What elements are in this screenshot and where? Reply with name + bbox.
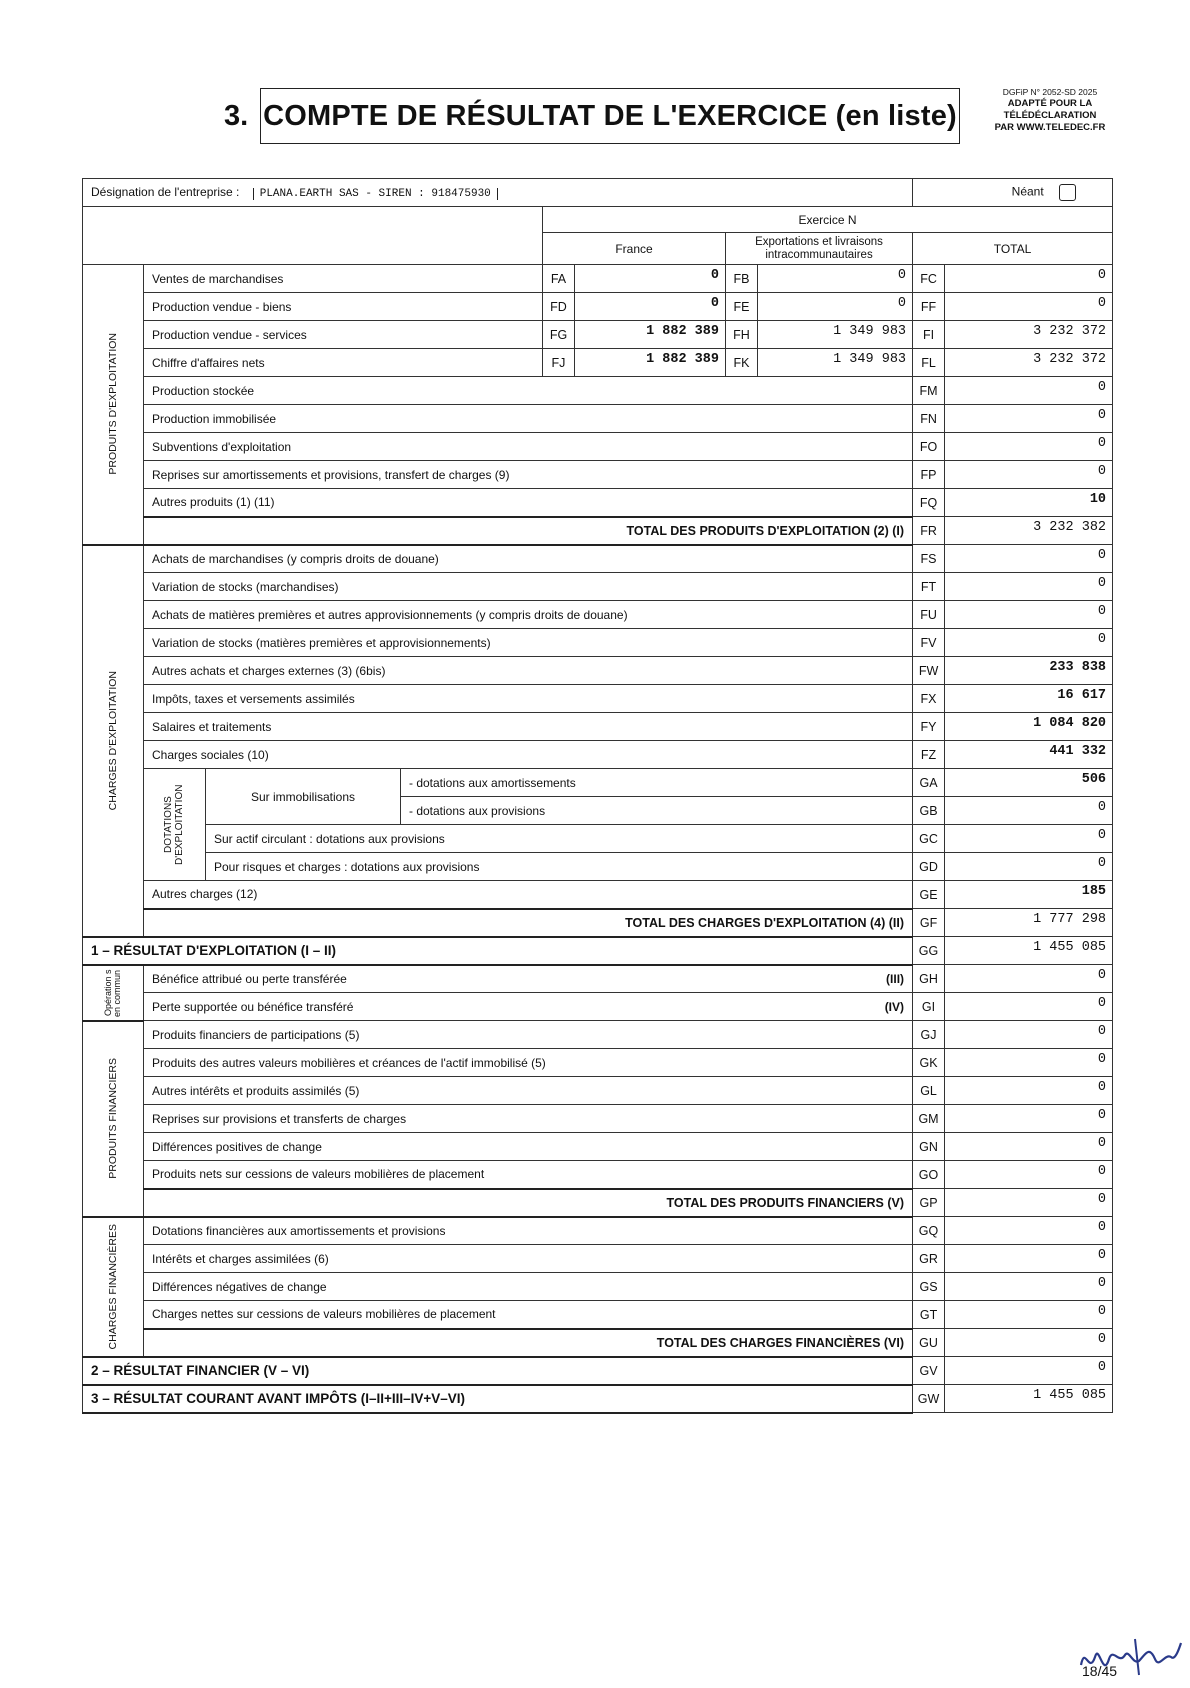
line-value[interactable]: 0 (945, 461, 1113, 489)
section-operations-commun (83, 965, 144, 1021)
table-row (83, 1161, 1113, 1189)
line-value[interactable]: 0 (945, 1105, 1113, 1133)
result-value[interactable]: 1 455 085 (945, 1385, 1113, 1413)
line-code: FS (913, 545, 945, 573)
result-label: 3 – RÉSULTAT COURANT AVANT IMPÔTS (I–II+III–IV+V–VI) (83, 1385, 913, 1413)
table-row (83, 1329, 1113, 1357)
total-value[interactable]: 3 232 372 (945, 349, 1113, 377)
total-label: TOTAL DES PRODUITS D'EXPLOITATION (2) (I) (144, 517, 913, 545)
total-label: TOTAL DES CHARGES D'EXPLOITATION (4) (II) (144, 909, 913, 937)
commun-label: Perte supportée ou bénéfice transféré (152, 999, 354, 1014)
line-value[interactable]: 10 (945, 489, 1113, 517)
total-value[interactable]: 0 (945, 1329, 1113, 1357)
table-row (83, 741, 1113, 769)
line-code: GQ (913, 1217, 945, 1245)
commun-label: Bénéfice attribué ou perte transférée (152, 971, 347, 986)
line-value[interactable]: 0 (945, 1077, 1113, 1105)
france-value[interactable]: 1 882 389 (575, 349, 726, 377)
table-row (83, 1273, 1113, 1301)
table-row (83, 769, 1113, 797)
table-row (83, 825, 1113, 853)
row-label: Production vendue - biens (144, 293, 543, 321)
adapted-line-2: TÉLÉDÉCLARATION (1003, 110, 1097, 121)
line-code: FW (913, 657, 945, 685)
table-row (83, 713, 1113, 741)
header-blank (83, 207, 543, 265)
line-value[interactable]: 0 (945, 1161, 1113, 1189)
row-label: Salaires et traitements (144, 713, 913, 741)
line-code: GR (913, 1245, 945, 1273)
line-code: FC (913, 265, 945, 293)
table-row (83, 517, 1113, 545)
table-row (83, 1385, 1113, 1413)
line-value[interactable]: 441 332 (945, 741, 1113, 769)
row-label: Intérêts et charges assimilées (6) (144, 1245, 913, 1273)
total-value[interactable]: 3 232 372 (945, 321, 1113, 349)
table-row (83, 685, 1113, 713)
line-code: GJ (913, 1021, 945, 1049)
row-label: Achats de matières premières et autres approvisionnements (y compris droits de douane) (144, 601, 913, 629)
table-row (83, 377, 1113, 405)
table-row (83, 657, 1113, 685)
table-row (83, 349, 1113, 377)
table-row (83, 1077, 1113, 1105)
total-value[interactable]: 0 (945, 265, 1113, 293)
section-label: Opération s en commun (103, 968, 122, 1017)
line-code: FF (913, 293, 945, 321)
exercise-header: Exercice N (543, 207, 1113, 233)
row-label: Variation de stocks (matières premières et approvisionnements) (144, 629, 913, 657)
line-code: FO (913, 433, 945, 461)
line-code: GB (913, 797, 945, 825)
line-code: FJ (543, 349, 575, 377)
france-value[interactable]: 1 882 389 (575, 321, 726, 349)
line-code: FX (913, 685, 945, 713)
line-code: GO (913, 1161, 945, 1189)
table-row (83, 489, 1113, 517)
neant-label: Néant (1011, 184, 1044, 199)
line-code: FU (913, 601, 945, 629)
france-value[interactable]: 0 (575, 265, 726, 293)
table-row (83, 881, 1113, 909)
line-code: GP (913, 1189, 945, 1217)
france-header: France (543, 233, 726, 265)
table-row (83, 433, 1113, 461)
row-label: Produits des autres valeurs mobilières et créances de l'actif immobilisé (5) (144, 1049, 913, 1077)
neant-checkbox[interactable] (1059, 184, 1076, 201)
line-value[interactable]: 185 (945, 881, 1113, 909)
line-code: FD (543, 293, 575, 321)
total-label: TOTAL DES CHARGES FINANCIÈRES (VI) (144, 1329, 913, 1357)
line-value[interactable]: 0 (945, 1301, 1113, 1329)
line-value[interactable]: 0 (945, 405, 1113, 433)
line-value[interactable]: 0 (945, 853, 1113, 881)
line-value[interactable]: 0 (945, 573, 1113, 601)
line-value[interactable]: 0 (945, 1273, 1113, 1301)
table-row (83, 1189, 1113, 1217)
commun-tag: (III) (886, 971, 905, 986)
row-label: Autres intérêts et produits assimilés (5) (144, 1077, 913, 1105)
row-label: Impôts, taxes et versements assimilés (144, 685, 913, 713)
export-value[interactable]: 1 349 983 (758, 321, 913, 349)
company-cell (83, 179, 913, 207)
form-reference (975, 86, 1125, 134)
row-label: Charges sociales (10) (144, 741, 913, 769)
line-code: GI (913, 993, 945, 1021)
table-row (83, 1357, 1113, 1385)
table-row (83, 265, 1113, 293)
table-row (83, 321, 1113, 349)
line-code: FV (913, 629, 945, 657)
row-label: Dotations financières aux amortissements et provisions (144, 1217, 913, 1245)
table-row (83, 1105, 1113, 1133)
section-label: CHARGES D'EXPLOITATION (107, 670, 119, 811)
neant-cell (913, 179, 1113, 207)
total-label: TOTAL DES PRODUITS FINANCIERS (V) (144, 1189, 913, 1217)
section-charges-exploitation (83, 545, 144, 937)
line-code: FZ (913, 741, 945, 769)
table-row (83, 573, 1113, 601)
line-code: FT (913, 573, 945, 601)
row-label: - dotations aux provisions (401, 797, 913, 825)
row-label: Production immobilisée (144, 405, 913, 433)
line-code: FI (913, 321, 945, 349)
table-row (83, 1301, 1113, 1329)
section-charges-financieres (83, 1217, 144, 1357)
line-value[interactable]: 0 (945, 545, 1113, 573)
line-value[interactable]: 0 (945, 1133, 1113, 1161)
section-label: PRODUITS D'EXPLOITATION (107, 333, 119, 476)
line-code: GN (913, 1133, 945, 1161)
row-label: Variation de stocks (marchandises) (144, 573, 913, 601)
line-code: GL (913, 1077, 945, 1105)
table-row (83, 965, 1113, 993)
line-code: FE (726, 293, 758, 321)
line-code: GC (913, 825, 945, 853)
table-row (83, 993, 1113, 1021)
line-value[interactable]: 0 (945, 629, 1113, 657)
line-value[interactable]: 0 (945, 1217, 1113, 1245)
line-code: GW (913, 1385, 945, 1413)
line-code: GA (913, 769, 945, 797)
line-value[interactable]: 0 (945, 1245, 1113, 1273)
section-number: 3. (224, 100, 249, 132)
line-value[interactable]: 0 (945, 965, 1113, 993)
row-label: Sur actif circulant : dotations aux provisions (206, 825, 913, 853)
line-code: FH (726, 321, 758, 349)
row-label: Production stockée (144, 377, 913, 405)
table-row (83, 909, 1113, 937)
line-code: FR (913, 517, 945, 545)
line-code: GE (913, 881, 945, 909)
line-value[interactable]: 0 (945, 1021, 1113, 1049)
total-value[interactable]: 0 (945, 1189, 1113, 1217)
row-label: Pour risques et charges : dotations aux provisions (206, 853, 913, 881)
line-code: FY (913, 713, 945, 741)
line-code: FG (543, 321, 575, 349)
company-name-field[interactable]: PLANA.EARTH SAS - SIREN : 918475930 (253, 188, 498, 200)
result-value[interactable]: 0 (945, 1357, 1113, 1385)
table-row (83, 937, 1113, 965)
export-value[interactable]: 1 349 983 (758, 349, 913, 377)
row-label: Produits nets sur cessions de valeurs mobilières de placement (144, 1161, 913, 1189)
table-row (83, 629, 1113, 657)
export-value[interactable]: 0 (758, 265, 913, 293)
result-label: 2 – RÉSULTAT FINANCIER (V – VI) (83, 1357, 913, 1385)
line-code: GS (913, 1273, 945, 1301)
line-code: GV (913, 1357, 945, 1385)
france-value[interactable]: 0 (575, 293, 726, 321)
row-label: Autres charges (12) (144, 881, 913, 909)
form-ref: DGFiP N° 2052-SD 2025 (1002, 87, 1098, 97)
row-label (144, 993, 913, 1021)
line-value[interactable]: 1 084 820 (945, 713, 1113, 741)
total-header: TOTAL (913, 233, 1113, 265)
line-code: GD (913, 853, 945, 881)
page-title-box (260, 88, 960, 144)
line-value[interactable]: 233 838 (945, 657, 1113, 685)
export-value[interactable]: 0 (758, 293, 913, 321)
table-row (83, 1245, 1113, 1273)
section-produits-exploitation (83, 265, 144, 545)
section-label: PRODUITS FINANCIERS (107, 1058, 119, 1179)
line-value[interactable]: 0 (945, 1049, 1113, 1077)
line-value[interactable]: 0 (945, 825, 1113, 853)
result-label: 1 – RÉSULTAT D'EXPLOITATION (I – II) (83, 937, 913, 965)
table-row (83, 545, 1113, 573)
total-value[interactable]: 1 777 298 (945, 909, 1113, 937)
adapted-line-1: ADAPTÉ POUR LA (1007, 98, 1093, 109)
line-code: GF (913, 909, 945, 937)
table-row (83, 461, 1113, 489)
line-code: FM (913, 377, 945, 405)
total-value[interactable]: 3 232 382 (945, 517, 1113, 545)
income-statement-table (82, 178, 1113, 1414)
line-code: FB (726, 265, 758, 293)
row-label: Autres achats et charges externes (3) (6bis) (144, 657, 913, 685)
line-code: FK (726, 349, 758, 377)
table-row (83, 1217, 1113, 1245)
line-code: GH (913, 965, 945, 993)
line-code: GU (913, 1329, 945, 1357)
row-label: Différences positives de change (144, 1133, 913, 1161)
section-label: CHARGES FINANCIÈRES (107, 1223, 119, 1350)
line-code: GM (913, 1105, 945, 1133)
table-row (83, 853, 1113, 881)
row-label: Charges nettes sur cessions de valeurs mobilières de placement (144, 1301, 913, 1329)
handwritten-signature (1075, 1635, 1185, 1688)
line-value[interactable]: 0 (945, 993, 1113, 1021)
line-value[interactable]: 0 (945, 797, 1113, 825)
section-label: DOTATIONS D'EXPLOITATION (162, 784, 185, 865)
row-label: - dotations aux amortissements (401, 769, 913, 797)
row-label: Reprises sur provisions et transferts de charges (144, 1105, 913, 1133)
adapted-line-3: PAR WWW.TELEDEC.FR (994, 122, 1106, 133)
table-row (83, 1021, 1113, 1049)
row-label (144, 965, 913, 993)
page-number: 18/45 (1082, 1663, 1118, 1679)
row-label: Différences négatives de change (144, 1273, 913, 1301)
sur-immo-label: Sur immobilisations (206, 769, 401, 825)
line-code: FQ (913, 489, 945, 517)
line-code: GT (913, 1301, 945, 1329)
row-label: Autres produits (1) (11) (144, 489, 913, 517)
line-value[interactable]: 506 (945, 769, 1113, 797)
line-value[interactable]: 16 617 (945, 685, 1113, 713)
line-code: FL (913, 349, 945, 377)
line-code: GG (913, 937, 945, 965)
line-code: FN (913, 405, 945, 433)
table-row (83, 405, 1113, 433)
line-value[interactable]: 0 (945, 377, 1113, 405)
row-label: Production vendue - services (144, 321, 543, 349)
section-dotations (144, 769, 206, 881)
table-row (83, 293, 1113, 321)
result-value[interactable]: 1 455 085 (945, 937, 1113, 965)
company-label: Désignation de l'entreprise : (91, 185, 240, 199)
row-label: Ventes de marchandises (144, 265, 543, 293)
table-row (83, 1133, 1113, 1161)
exports-header: Exportations et livraisons intracommunautaires (726, 233, 913, 265)
line-value[interactable]: 0 (945, 601, 1113, 629)
total-value[interactable]: 0 (945, 293, 1113, 321)
table-row (83, 601, 1113, 629)
row-label: Subventions d'exploitation (144, 433, 913, 461)
page-title: COMPTE DE RÉSULTAT DE L'EXERCICE (en liste) (263, 99, 957, 132)
line-code: GK (913, 1049, 945, 1077)
row-label: Achats de marchandises (y compris droits de douane) (144, 545, 913, 573)
row-label: Reprises sur amortissements et provisions, transfert de charges (9) (144, 461, 913, 489)
section-produits-financiers (83, 1021, 144, 1217)
line-value[interactable]: 0 (945, 433, 1113, 461)
line-code: FP (913, 461, 945, 489)
table-row (83, 1049, 1113, 1077)
row-label: Produits financiers de participations (5) (144, 1021, 913, 1049)
commun-tag: (IV) (884, 999, 905, 1014)
line-code: FA (543, 265, 575, 293)
row-label: Chiffre d'affaires nets (144, 349, 543, 377)
